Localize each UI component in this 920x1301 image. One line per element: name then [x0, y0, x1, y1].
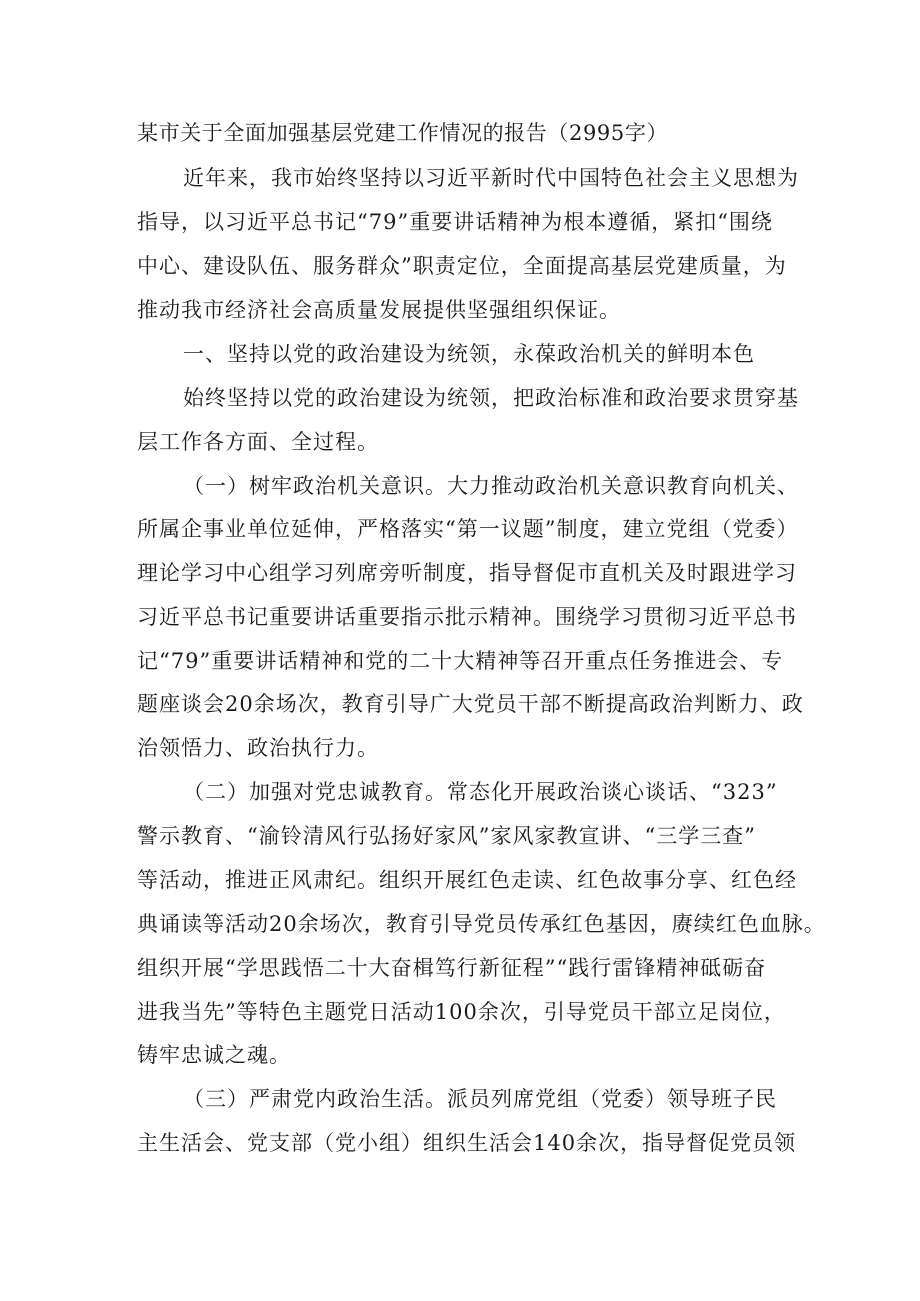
text-line: 指导，以习近平总书记“79”重要讲话精神为根本遵循，紧扣“围绕: [137, 210, 773, 234]
text-line: 等活动，推进正风肃纪。组织开展红色走读、红色故事分享、红色经: [137, 868, 797, 892]
text-line: 所属企事业单位延伸，严格落实“第一议题”制度，建立党组（党委）: [137, 517, 799, 541]
text-line: 中心、建设队伍、服务群众”职责定位，全面提高基层党建质量，为: [137, 254, 787, 278]
text-line: 层工作各方面、全过程。: [137, 430, 379, 454]
text-line: 组织开展“学思践悟二十大奋楫笃行新征程”“践行雷锋精神砥砺奋: [137, 956, 767, 980]
text-line: 推动我市经济社会高质量发展提供坚强组织保证。: [137, 298, 621, 322]
section-heading: 一、坚持以党的政治建设为统领，永葆政治机关的鲜明本色: [183, 342, 755, 366]
text-line: 理论学习中心组学习列席旁听制度，指导督促市直机关及时跟进学习: [137, 561, 797, 585]
text-line: 进我当先”等特色主题党日活动100余次，引导党员干部立足岗位，: [137, 1000, 786, 1024]
text-line: 主生活会、党支部（党小组）组织生活会140余次，指导督促党员领: [137, 1131, 797, 1155]
text-line: 铸牢忠诚之魂。: [137, 1043, 291, 1067]
text-line: 治领悟力、政治执行力。: [137, 736, 379, 760]
text-line: （三）严肃党内政治生活。派员列席党组（党委）领导班子民: [183, 1087, 777, 1111]
text-line: 题座谈会20余场次，教育引导广大党员干部不断提高政治判断力、政: [137, 692, 804, 716]
text-line: 习近平总书记重要讲话重要指示批示精神。围绕学习贯彻习近平总书: [137, 605, 797, 629]
text-line: 典诵读等活动20余场次，教育引导党员传承红色基因，赓续红色血脉。: [137, 912, 826, 936]
document-title: 某市关于全面加强基层党建工作情况的报告（2995字）: [137, 121, 669, 145]
text-line: （一）树牢政治机关意识。大力推动政治机关意识教育向机关、: [183, 474, 799, 498]
text-line: 近年来，我市始终坚持以习近平新时代中国特色社会主义思想为: [183, 166, 799, 190]
text-line: 始终坚持以党的政治建设为统领，把政治标准和政治要求贯穿基: [183, 386, 799, 410]
text-line: 警示教育、“渝铃清风行弘扬好家风”家风家教宣讲、“三学三查”: [137, 824, 756, 848]
text-line: （二）加强对党忠诚教育。常态化开展政治谈心谈话、“323”: [183, 780, 778, 804]
text-line: 记“79”重要讲话精神和党的二十大精神等召开重点任务推进会、专: [137, 649, 784, 673]
